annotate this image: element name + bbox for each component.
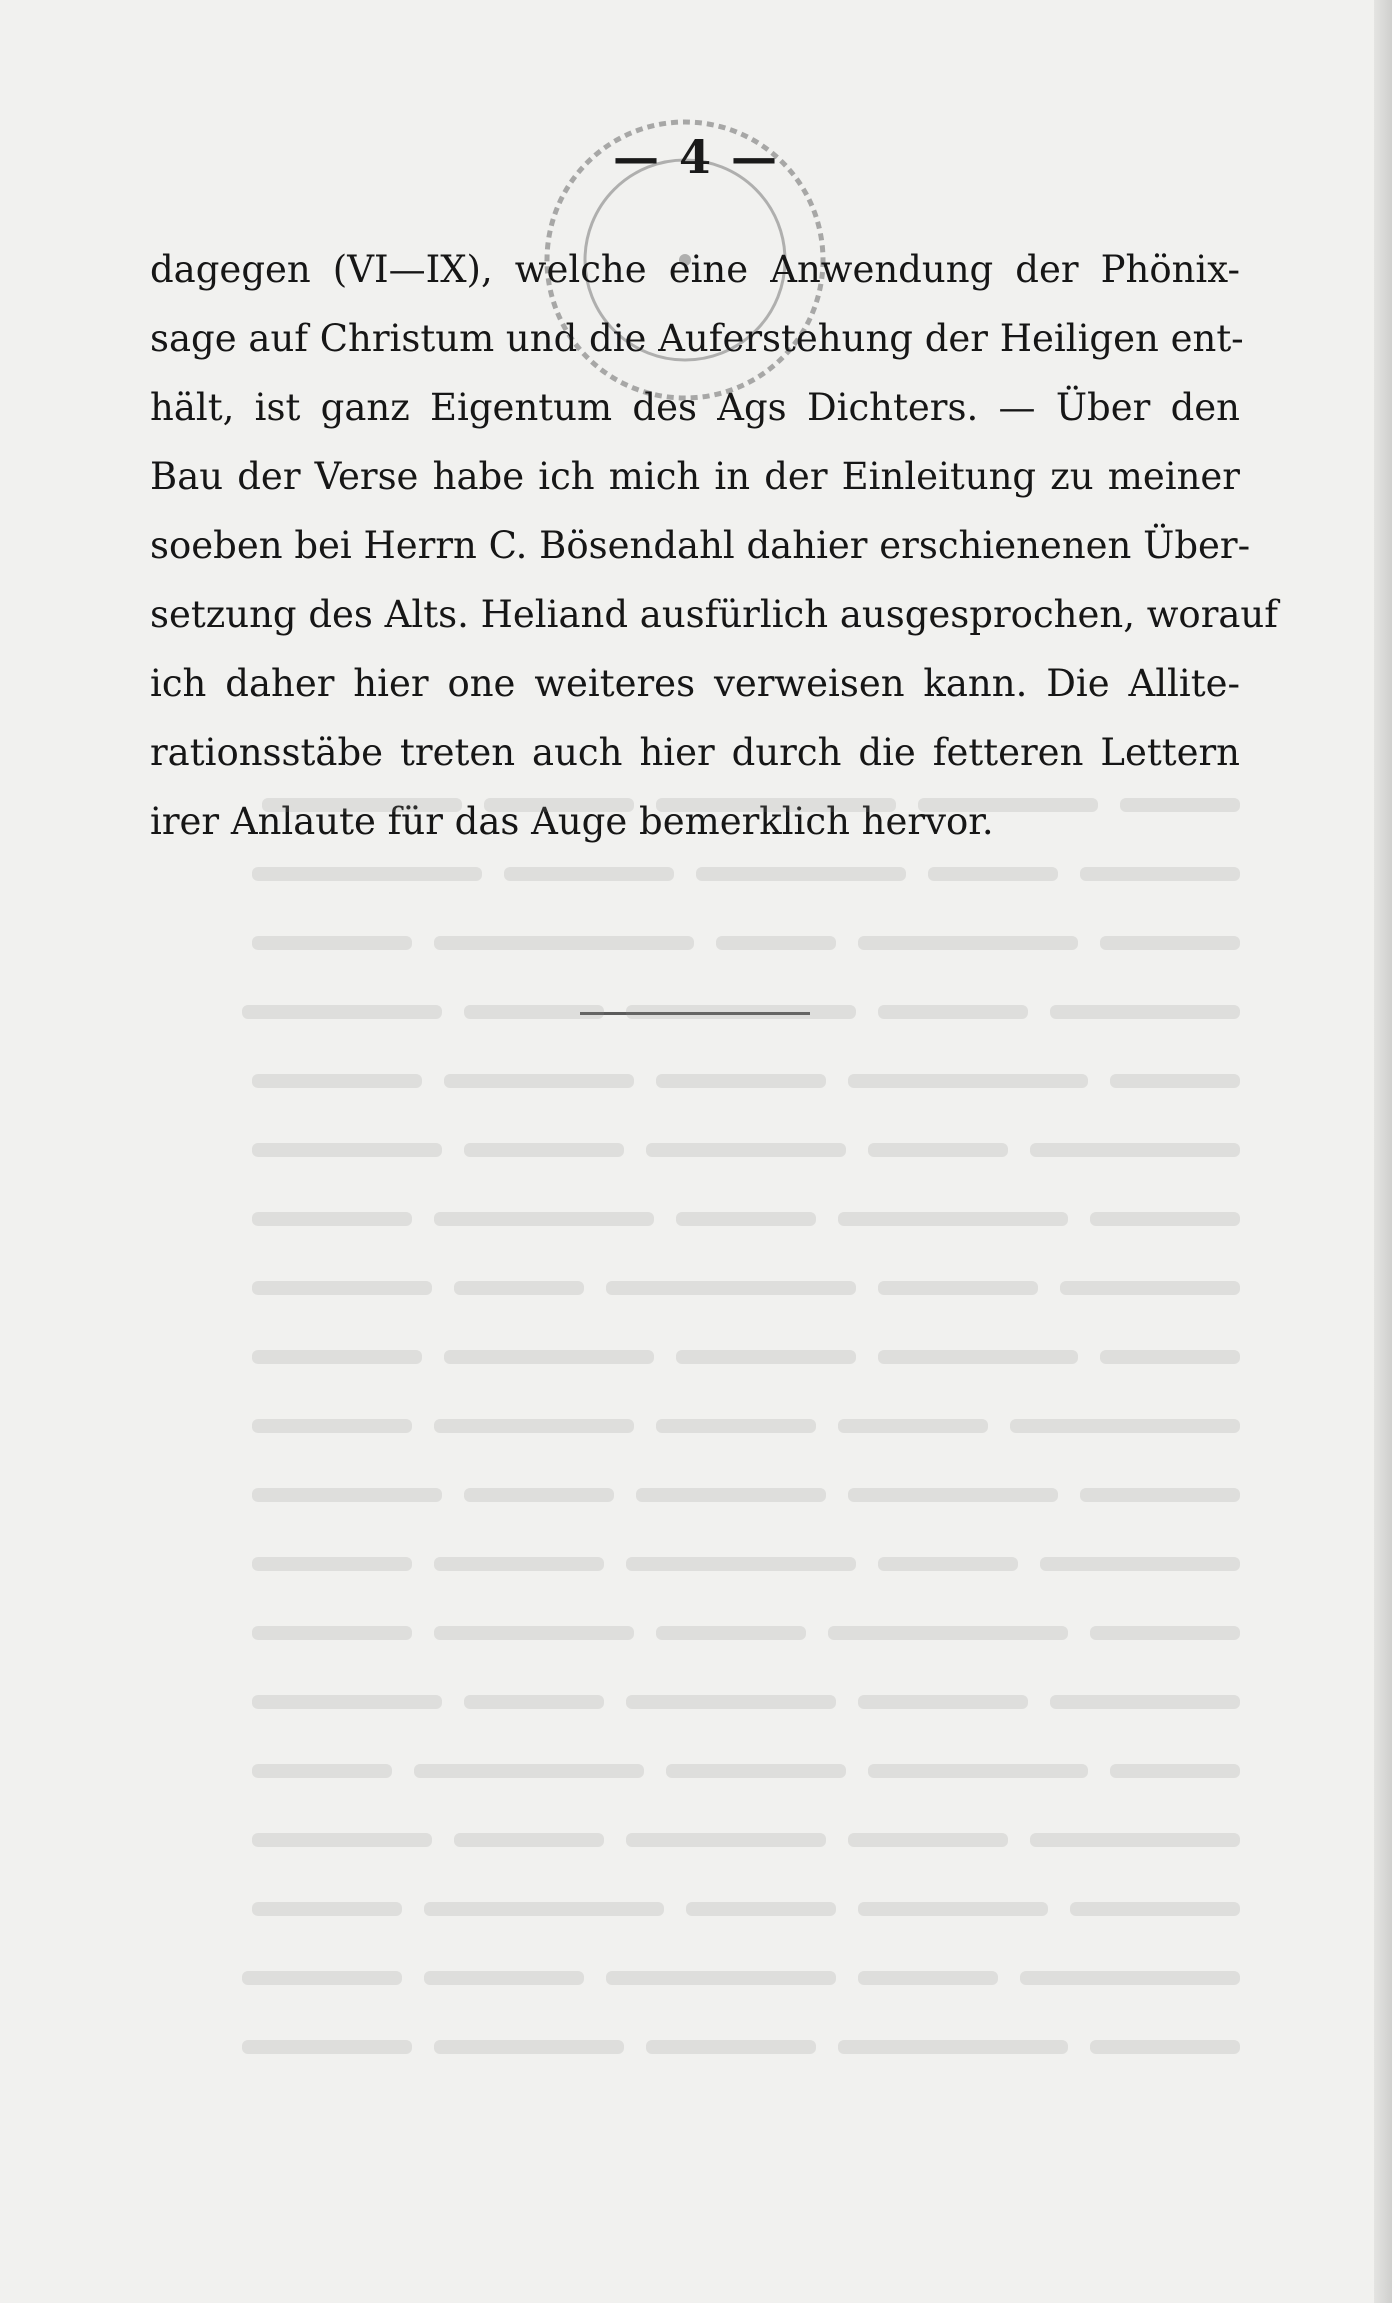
text-line: dagegen (VI—IX), welche eine Anwendung der Phönix- [150, 248, 1240, 291]
page-edge-shadow [1374, 0, 1392, 2303]
text-line: rationsstäbe treten auch hier durch die fetteren Lettern [150, 731, 1240, 774]
text-line: soeben bei Herrn C. Bösendahl dahier erschienenen Über- [150, 524, 1251, 567]
text-line: ich daher hier one weiteres verweisen kann. Die Allite- [150, 662, 1240, 705]
text-line: sage auf Christum und die Auferstehung der Heiligen ent- [150, 317, 1244, 360]
text-line: setzung des Alts. Heliand ausfürlich ausgesprochen, worauf [150, 593, 1278, 636]
text-line: Bau der Verse habe ich mich in der Einleitung zu meiner [150, 455, 1240, 498]
bleed-through-texture [150, 765, 1240, 2076]
text-line: irer Anlaute für das Auge bemerklich hervor. [150, 800, 994, 843]
page-number: — 4 — [612, 130, 780, 184]
paragraph [150, 235, 1278, 856]
text-line: hält, ist ganz Eigentum des Ags Dichters. — Über den [150, 386, 1240, 429]
